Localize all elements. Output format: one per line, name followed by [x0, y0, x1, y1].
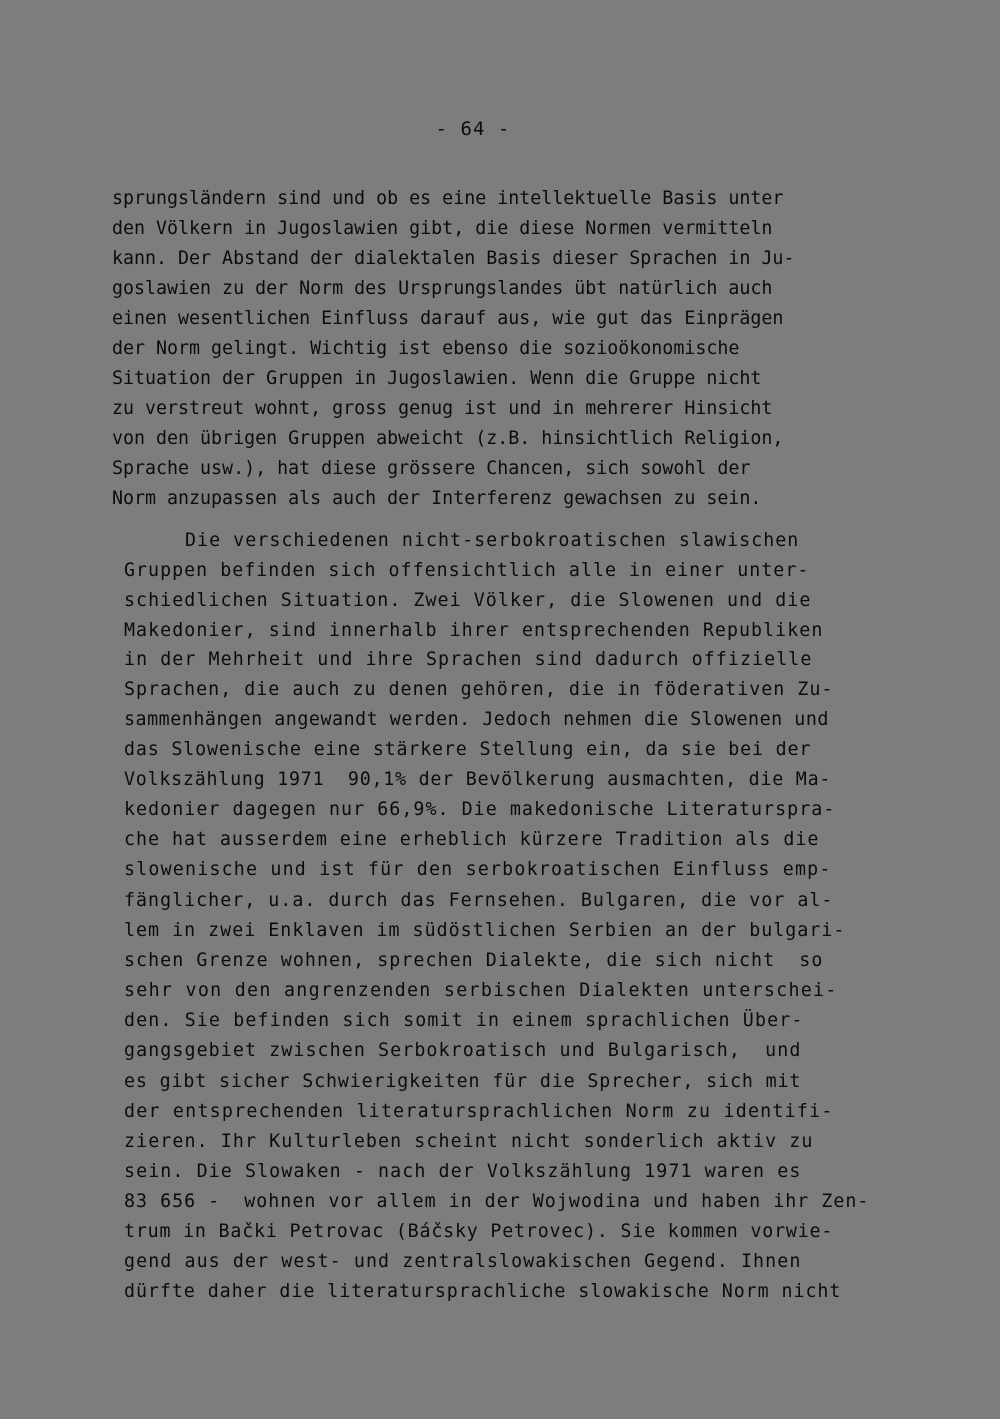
text-line: sprungsländern sind und ob es eine intellektuelle Basis unter: [112, 188, 784, 209]
text-line: fänglicher, u.a. durch das Fernsehen. Bulgaren, die vor al-: [124, 890, 834, 911]
text-line: gangsgebiet zwischen Serbokroatisch und Bulgarisch, und: [124, 1040, 802, 1061]
text-line: Sprache usw.), hat diese grössere Chancen, sich sowohl der: [112, 458, 751, 479]
text-line: es gibt sicher Schwierigkeiten für die Sprecher, sich mit: [124, 1071, 802, 1092]
page-number: - 64 -: [435, 118, 511, 140]
text-line: dürfte daher die literatursprachliche slowakische Norm nicht: [124, 1281, 842, 1302]
text-line: gend aus der west- und zentralslowakischen Gegend. Ihnen: [124, 1251, 802, 1272]
text-line: schen Grenze wohnen, sprechen Dialekte, die sich nicht so: [124, 950, 824, 971]
text-line: trum in Bački Petrovac (Báčsky Petrovec). Sie kommen vorwie-: [124, 1221, 834, 1242]
text-line: che hat ausserdem eine erheblich kürzere Tradition als die: [124, 829, 820, 850]
text-line: Sprachen, die auch zu denen gehören, die in föderativen Zu-: [124, 679, 834, 700]
text-line: zu verstreut wohnt, gross genug ist und in mehrerer Hinsicht: [112, 398, 773, 419]
text-line: zieren. Ihr Kulturleben scheint nicht sonderlich aktiv zu: [124, 1131, 814, 1152]
text-line: sein. Die Slowaken - nach der Volkszählung 1971 waren es: [124, 1161, 802, 1182]
text-line: slowenische und ist für den serbokroatischen Einfluss emp-: [124, 859, 832, 880]
text-line: Makedonier, sind innerhalb ihrer entsprechenden Republiken: [124, 620, 824, 641]
text-line: der entsprechenden literatursprachlichen Norm zu identifi-: [124, 1101, 834, 1122]
text-line: Situation der Gruppen in Jugoslawien. Wenn die Gruppe nicht: [112, 368, 762, 389]
text-line: Die verschiedenen nicht-serbokroatischen slawischen: [185, 530, 800, 551]
text-line: einen wesentlichen Einfluss darauf aus, wie gut das Einprägen: [112, 308, 784, 329]
text-line: goslawien zu der Norm des Ursprungslandes übt natürlich auch: [112, 278, 773, 299]
text-line: sammenhängen angewandt werden. Jedoch nehmen die Slowenen und: [124, 709, 829, 730]
text-line: Gruppen befinden sich offensichtlich alle in einer unter-: [124, 560, 810, 581]
text-line: das Slowenische eine stärkere Stellung ein, da sie bei der: [124, 739, 812, 760]
text-line: Volkszählung 1971 90,1% der Bevölkerung ausmachten, die Ma-: [124, 769, 832, 790]
text-line: den Völkern in Jugoslawien gibt, die diese Normen vermitteln: [112, 218, 773, 239]
text-line: sehr von den angrenzenden serbischen Dialekten unterschei-: [124, 980, 838, 1001]
text-line: Norm anzupassen als auch der Interferenz gewachsen zu sein.: [112, 488, 762, 509]
text-line: kedonier dagegen nur 66,9%. Die makedonische Literaturspra-: [124, 799, 836, 820]
text-line: 83 656 - wohnen vor allem in der Wojwodina und haben ihr Zen-: [124, 1191, 870, 1212]
text-line: schiedlichen Situation. Zwei Völker, die Slowenen und die: [124, 590, 812, 611]
text-line: der Norm gelingt. Wichtig ist ebenso die sozioökonomische: [112, 338, 740, 359]
text-line: lem in zwei Enklaven im südöstlichen Serbien an der bulgari-: [124, 920, 846, 941]
text-line: in der Mehrheit und ihre Sprachen sind dadurch offizielle: [124, 649, 813, 670]
text-line: kann. Der Abstand der dialektalen Basis dieser Sprachen in Ju-: [112, 248, 795, 269]
text-line: von den übrigen Gruppen abweicht (z.B. hinsichtlich Religion,: [112, 428, 784, 449]
text-line: den. Sie befinden sich somit in einem sprachlichen Über-: [124, 1010, 804, 1031]
